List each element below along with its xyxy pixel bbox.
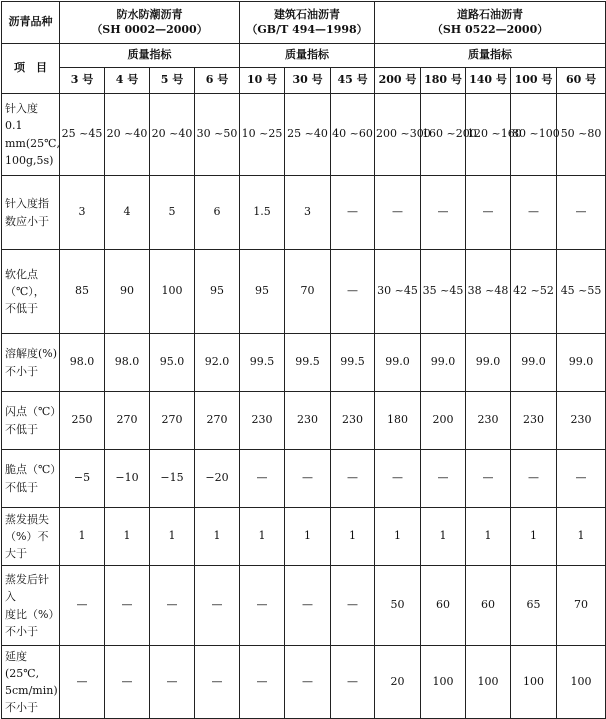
row-item-label: [2, 176, 60, 250]
table-cell: 92.0: [195, 334, 240, 392]
table-cell: −15: [150, 450, 195, 508]
row-item-label: [2, 250, 60, 334]
item-label-line: 脆点（℃）: [5, 463, 62, 477]
item-label-line: 蒸发损失: [5, 512, 49, 526]
table-cell: 35 ~45: [421, 250, 466, 334]
table-cell: 1: [105, 508, 150, 566]
table-cell: 25 ~45: [60, 94, 105, 176]
grade-header: 60 号: [557, 68, 606, 94]
table-cell: 99.0: [421, 334, 466, 392]
table-cell: 1: [511, 508, 557, 566]
table-cell: —: [285, 450, 331, 508]
table-cell: 95: [195, 250, 240, 334]
table-row: [2, 392, 606, 450]
table-cell: —: [511, 176, 557, 250]
item-label-line: 不低于: [5, 302, 38, 316]
item-label-line: mm(25℃,: [5, 136, 60, 150]
row-item-label: [2, 450, 60, 508]
table-cell: 100: [557, 646, 606, 719]
table-cell: —: [331, 450, 375, 508]
table-cell: 1: [285, 508, 331, 566]
table-cell: —: [421, 450, 466, 508]
table-cell: —: [60, 646, 105, 719]
table-cell: —: [195, 646, 240, 719]
table-cell: 70: [557, 566, 606, 646]
header-row-groups: [2, 2, 606, 44]
table-cell: —: [557, 176, 606, 250]
table-cell: 1: [421, 508, 466, 566]
item-label-line: 延度(25℃,: [5, 649, 40, 680]
group-header-waterproof: [60, 2, 240, 44]
table-cell: 65: [511, 566, 557, 646]
item-label-line: 不小于: [5, 701, 38, 715]
table-row: [2, 450, 606, 508]
item-label-line: 不低于: [5, 480, 38, 494]
table-cell: 38 ~48: [466, 250, 511, 334]
table-body: [2, 2, 606, 719]
group-name: 道路石油沥青: [457, 7, 524, 21]
grade-header: 3 号: [60, 68, 105, 94]
table-cell: 100: [466, 646, 511, 719]
header-row-quality: [2, 44, 606, 68]
table-cell: 3: [285, 176, 331, 250]
table-cell: —: [105, 566, 150, 646]
table-cell: 4: [105, 176, 150, 250]
table-cell: —: [421, 176, 466, 250]
table-cell: 20 ~40: [150, 94, 195, 176]
row-item-label: [2, 646, 60, 719]
table-cell: 230: [240, 392, 285, 450]
table-cell: 1: [331, 508, 375, 566]
quality-index-label: 质量指标: [375, 44, 606, 68]
table-cell: —: [150, 646, 195, 719]
table-cell: 99.0: [511, 334, 557, 392]
asphalt-spec-table: [1, 1, 606, 719]
table-cell: 30 ~50: [195, 94, 240, 176]
row-item-label: [2, 334, 60, 392]
table-cell: 42 ~52: [511, 250, 557, 334]
table-cell: 230: [466, 392, 511, 450]
table-cell: 1: [60, 508, 105, 566]
table-cell: 99.0: [375, 334, 421, 392]
table-cell: —: [240, 450, 285, 508]
table-cell: 1: [557, 508, 606, 566]
grade-header: 140 号: [466, 68, 511, 94]
row-item-label: [2, 508, 60, 566]
table-cell: —: [240, 646, 285, 719]
table-cell: 1.5: [240, 176, 285, 250]
item-label-line: 溶解度(%): [5, 347, 58, 361]
table-cell: 99.5: [331, 334, 375, 392]
table-cell: 3: [60, 176, 105, 250]
table-cell: —: [375, 450, 421, 508]
group-name: 防水防潮沥青: [116, 7, 183, 21]
table-cell: —: [331, 176, 375, 250]
table-cell: —: [331, 646, 375, 719]
table-cell: 250: [60, 392, 105, 450]
table-cell: 90: [105, 250, 150, 334]
group-standard: （SH 0002—2000）: [91, 22, 208, 36]
table-row: [2, 334, 606, 392]
table-cell: 230: [557, 392, 606, 450]
grade-header: 5 号: [150, 68, 195, 94]
table-cell: −20: [195, 450, 240, 508]
corner-label: 沥青品种: [2, 2, 60, 44]
table-cell: 40 ~60: [331, 94, 375, 176]
table-cell: 120 ~160: [466, 94, 511, 176]
grade-header: 4 号: [105, 68, 150, 94]
table-cell: 200: [421, 392, 466, 450]
grade-header: 200 号: [375, 68, 421, 94]
table-cell: —: [60, 566, 105, 646]
grade-header: 180 号: [421, 68, 466, 94]
table-cell: 1: [240, 508, 285, 566]
table-cell: —: [195, 566, 240, 646]
table-cell: 30 ~45: [375, 250, 421, 334]
table-cell: 70: [285, 250, 331, 334]
quality-index-label: 质量指标: [240, 44, 375, 68]
table-cell: —: [331, 566, 375, 646]
group-standard: （SH 0522—2000）: [431, 22, 549, 36]
table-cell: —: [511, 450, 557, 508]
table-cell: 45 ~55: [557, 250, 606, 334]
table-cell: 10 ~25: [240, 94, 285, 176]
group-header-building: [240, 2, 375, 44]
item-label-line: 针入度 0.1: [5, 102, 38, 133]
table-cell: 270: [195, 392, 240, 450]
table-cell: —: [285, 646, 331, 719]
table-cell: 95.0: [150, 334, 195, 392]
table-cell: 180: [375, 392, 421, 450]
table-cell: 230: [511, 392, 557, 450]
table-cell: 270: [150, 392, 195, 450]
group-standard: （GB/T 494—1998）: [246, 22, 368, 36]
item-label-line: 数应小于: [5, 214, 49, 228]
table-cell: 99.0: [466, 334, 511, 392]
table-cell: —: [466, 450, 511, 508]
item-label-line: 蒸发后针入: [5, 573, 49, 604]
table-cell: 160 ~200: [421, 94, 466, 176]
table-cell: —: [240, 566, 285, 646]
table-cell: 60: [466, 566, 511, 646]
row-item-label: [2, 392, 60, 450]
table-cell: 95: [240, 250, 285, 334]
table-cell: 230: [285, 392, 331, 450]
table-row: [2, 250, 606, 334]
grade-header: 30 号: [285, 68, 331, 94]
item-label-line: 度比（%）: [5, 607, 60, 621]
item-label-line: 软化点: [5, 267, 38, 281]
table-cell: 230: [331, 392, 375, 450]
table-cell: 6: [195, 176, 240, 250]
table-cell: 1: [150, 508, 195, 566]
table-cell: 98.0: [60, 334, 105, 392]
grade-header: 6 号: [195, 68, 240, 94]
table-cell: 85: [60, 250, 105, 334]
table-cell: 80 ~100: [511, 94, 557, 176]
item-label-line: 不小于: [5, 364, 38, 378]
table-cell: −10: [105, 450, 150, 508]
table-cell: 100: [421, 646, 466, 719]
table-cell: 20: [375, 646, 421, 719]
table-cell: 1: [375, 508, 421, 566]
row-item-label: [2, 566, 60, 646]
table-cell: —: [375, 176, 421, 250]
table-cell: —: [331, 250, 375, 334]
table-cell: 99.5: [285, 334, 331, 392]
grade-header: 10 号: [240, 68, 285, 94]
item-label-line: 闪点（℃）: [5, 405, 62, 419]
table-cell: 20 ~40: [105, 94, 150, 176]
header-row-grades: [2, 68, 606, 94]
table-cell: 25 ~40: [285, 94, 331, 176]
item-label-line: 5cm/min): [5, 684, 58, 697]
item-label-line: 不低于: [5, 422, 38, 436]
table-row: [2, 566, 606, 646]
table-cell: 50 ~80: [557, 94, 606, 176]
quality-index-label: 质量指标: [60, 44, 240, 68]
group-header-road: [375, 2, 606, 44]
table-cell: 5: [150, 176, 195, 250]
table-row: [2, 176, 606, 250]
table-cell: —: [105, 646, 150, 719]
table-cell: 99.5: [240, 334, 285, 392]
table-cell: —: [150, 566, 195, 646]
item-label-line: 100g,5s): [5, 153, 54, 167]
table-cell: 1: [466, 508, 511, 566]
table-cell: —: [466, 176, 511, 250]
table-cell: 1: [195, 508, 240, 566]
grade-header: 45 号: [331, 68, 375, 94]
row-item-label: [2, 94, 60, 176]
item-label-line: （%）不大于: [5, 529, 49, 561]
table-cell: 200 ~300: [375, 94, 421, 176]
table-row: [2, 646, 606, 719]
group-name: 建筑石油沥青: [274, 7, 341, 21]
table-row: [2, 94, 606, 176]
item-label-line: （℃），: [5, 284, 45, 298]
table-cell: 60: [421, 566, 466, 646]
item-label-line: 针入度指: [5, 197, 49, 211]
table-cell: 99.0: [557, 334, 606, 392]
table-cell: —: [285, 566, 331, 646]
grade-header: 100 号: [511, 68, 557, 94]
item-label-line: 不小于: [5, 624, 38, 638]
table-cell: 98.0: [105, 334, 150, 392]
table-cell: 50: [375, 566, 421, 646]
table-cell: 100: [511, 646, 557, 719]
table-cell: 270: [105, 392, 150, 450]
table-cell: —: [557, 450, 606, 508]
item-label: 项 目: [2, 44, 60, 94]
table-cell: −5: [60, 450, 105, 508]
table-row: [2, 508, 606, 566]
table-cell: 100: [150, 250, 195, 334]
